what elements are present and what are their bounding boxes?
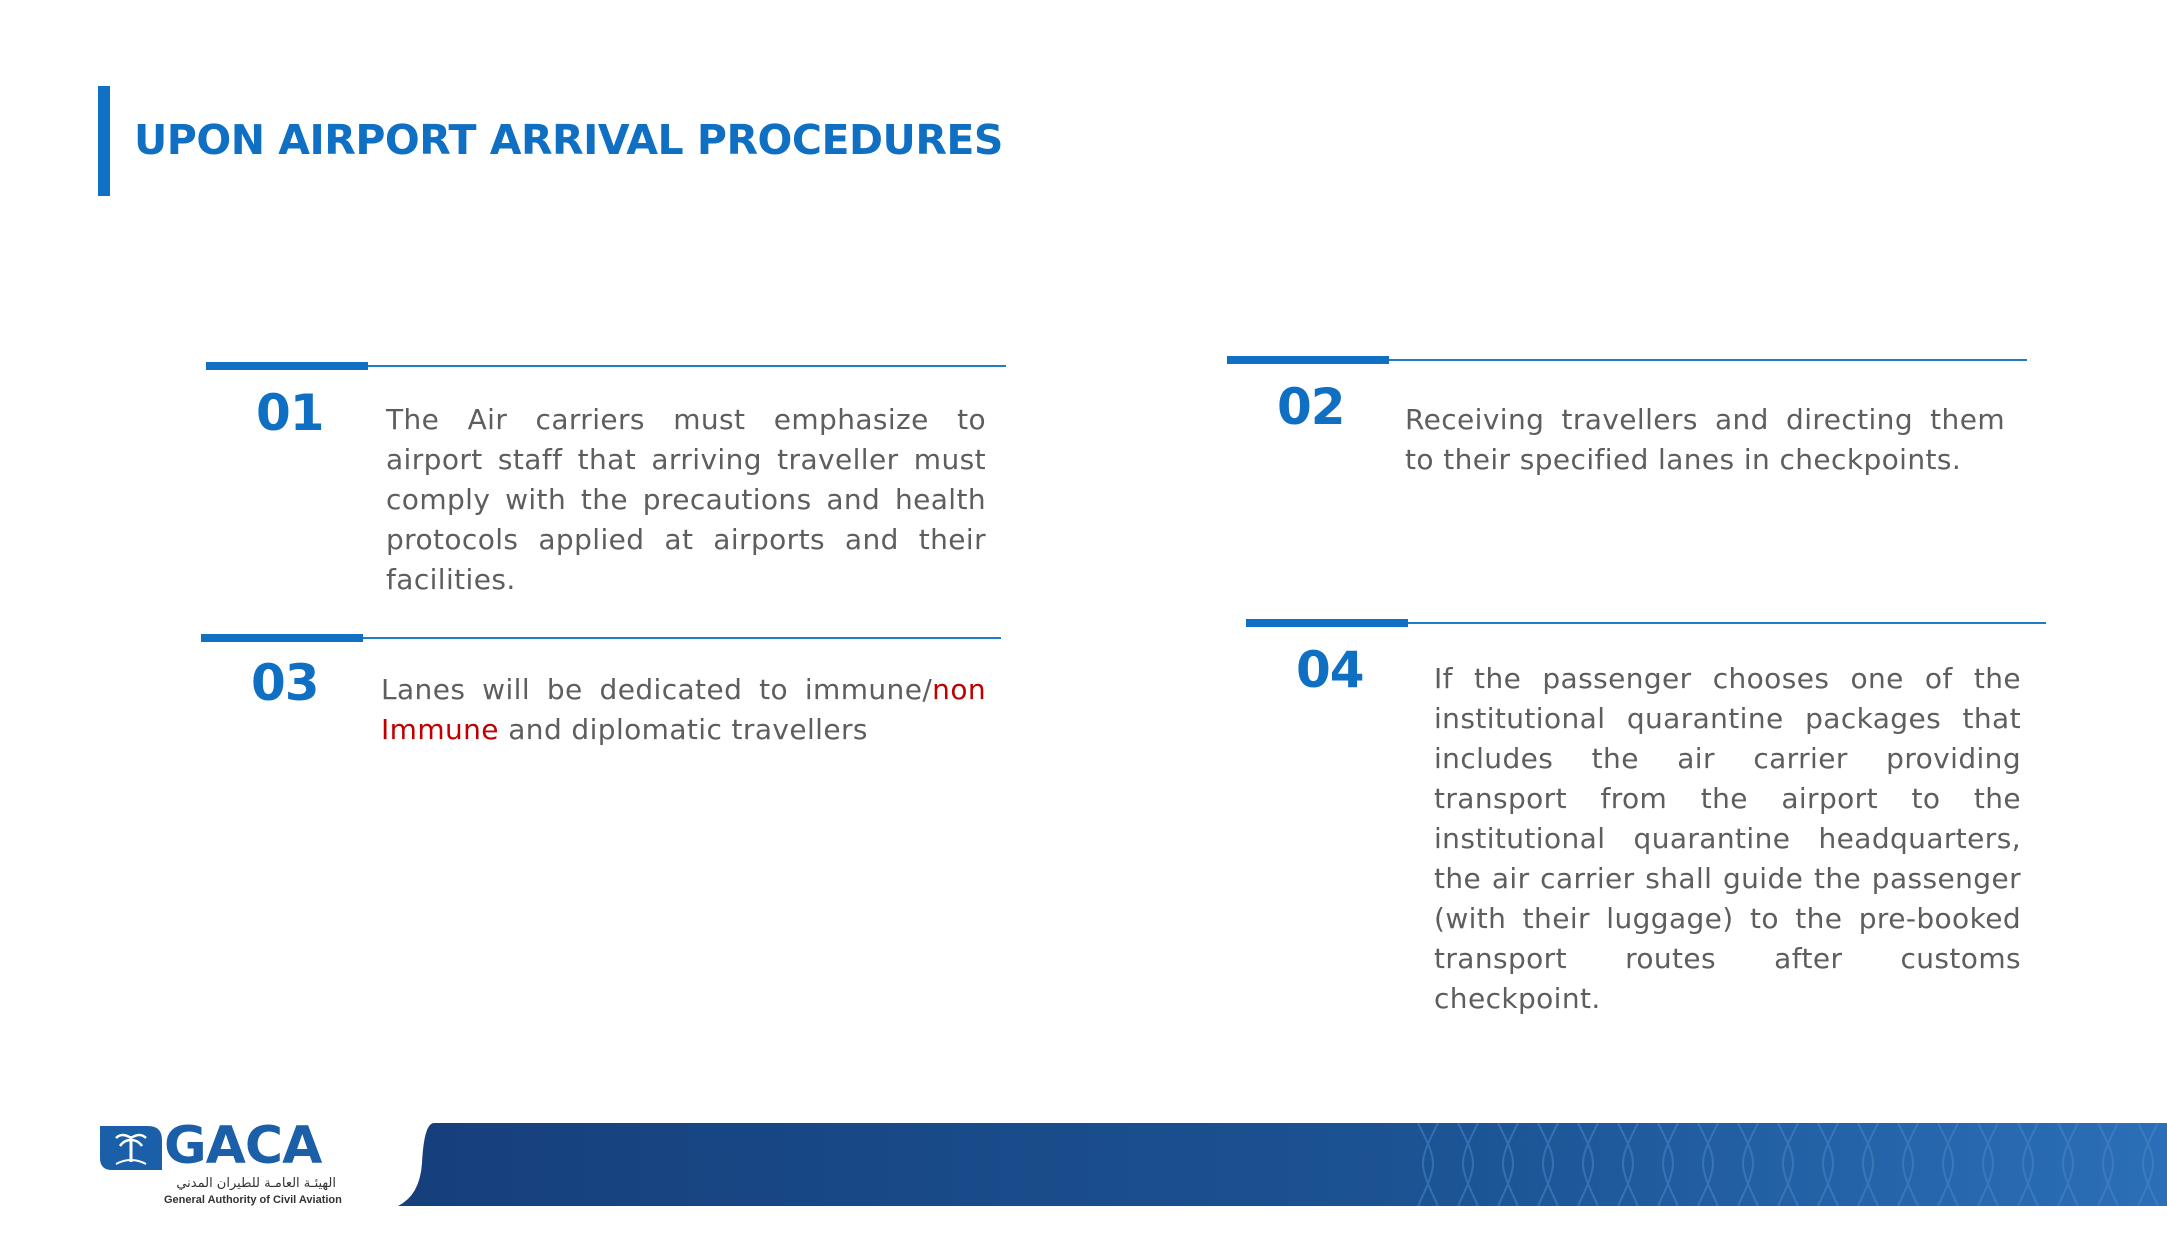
step-text: Receiving travellers and directing them to their specified lanes in checkpoints. — [1405, 403, 2005, 476]
page-title: UPON AIRPORT ARRIVAL PROCEDURES — [134, 116, 1003, 164]
step-divider — [1227, 356, 2027, 364]
logo-arabic-name: الهيئـة العامـة للطيران المدني — [176, 1176, 336, 1191]
step-text-highlight: non Immune — [381, 673, 986, 746]
step-number: 01 — [256, 384, 324, 442]
step-number: 04 — [1296, 641, 1364, 699]
palm-emblem-icon — [98, 1124, 164, 1172]
step-03 — [201, 634, 1001, 746]
step-divider — [206, 362, 1006, 370]
step-04 — [1246, 619, 2046, 1015]
step-text — [381, 670, 986, 750]
logo-english-name: General Authority of Civil Aviation — [164, 1194, 342, 1206]
step-text-before: Lanes will be dedicated to immune/ — [381, 673, 933, 706]
step-divider — [201, 634, 1001, 642]
step-number: 02 — [1277, 378, 1345, 436]
step-divider — [1246, 619, 2046, 627]
gaca-logo — [98, 1116, 342, 1210]
step-02 — [1227, 356, 2027, 476]
step-text: If the passenger chooses one of the institutional quarantine packages that includes the air carrier providing transport from the airport to the institutional quarantine headquarters, the air carrier shall guide the passenger (with their luggage) to the pre-booked transport routes after customs checkpoint. — [1434, 662, 2021, 1015]
footer-band — [398, 1123, 2167, 1206]
title-accent-bar — [98, 86, 110, 196]
step-number: 03 — [251, 654, 319, 712]
step-text-after: and diplomatic travellers — [498, 713, 868, 746]
step-text: The Air carriers must emphasize to airport staff that arriving traveller must comply with the precautions and health protocols applied at airports and their facilities. — [386, 403, 986, 596]
logo-wordmark: GACA — [164, 1116, 322, 1176]
step-01 — [206, 362, 1006, 596]
